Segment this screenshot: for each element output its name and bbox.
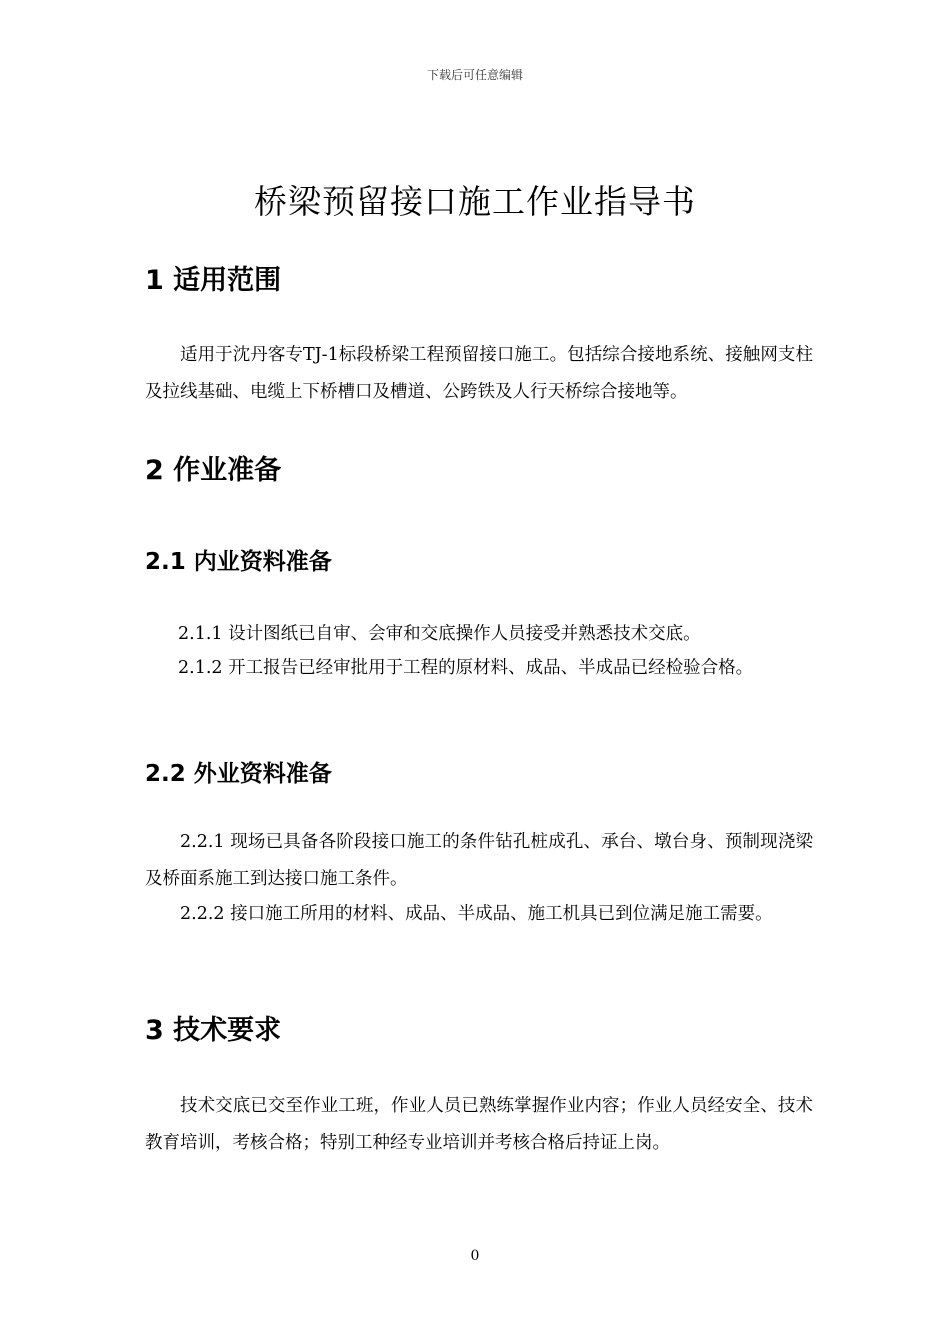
section-technical-paragraph: 技术交底已交至作业工班，作业人员已熟练掌握作业内容；作业人员经安全、技术教育培训，考核合格；特别工种经专业培训并考核合格后持证上岗。 xyxy=(145,1096,813,1153)
page-number: 0 xyxy=(470,1248,480,1264)
section-heading-preparation: 2 作业准备 xyxy=(145,455,282,486)
page-header-note: 下载后可任意编辑 xyxy=(426,68,523,82)
item-2-1-2: 2.1.2 开工报告已经审批用于工程的原材料、成品、半成品已经检验合格。 xyxy=(178,658,754,678)
subsection-heading-internal-docs: 2.1 内业资料准备 xyxy=(145,549,332,575)
item-2-2-1: 2.2.1 现场已具备各阶段接口施工的条件钻孔桩成孔、承台、墩台身、预制现浇梁及桥面系施工到达接口施工条件。 xyxy=(145,832,813,889)
section-scope-paragraph: 适用于沈丹客专TJ-1标段桥梁工程预留接口施工。包括综合接地系统、接触网支柱及拉线基础、电缆上下桥槽口及槽道、公跨铁及人行天桥综合接地等。 xyxy=(145,345,813,402)
item-2-2-2: 2.2.2 接口施工所用的材料、成品、半成品、施工机具已到位满足施工需要。 xyxy=(180,904,773,924)
subsection-heading-field-docs: 2.2 外业资料准备 xyxy=(145,761,332,787)
section-heading-scope: 1 适用范围 xyxy=(145,265,282,296)
section-heading-technical-requirements: 3 技术要求 xyxy=(145,1015,282,1046)
document-title: 桥梁预留接口施工作业指导书 xyxy=(254,182,696,221)
item-2-1-1: 2.1.1 设计图纸已自审、会审和交底操作人员接受并熟悉技术交底。 xyxy=(178,624,701,644)
